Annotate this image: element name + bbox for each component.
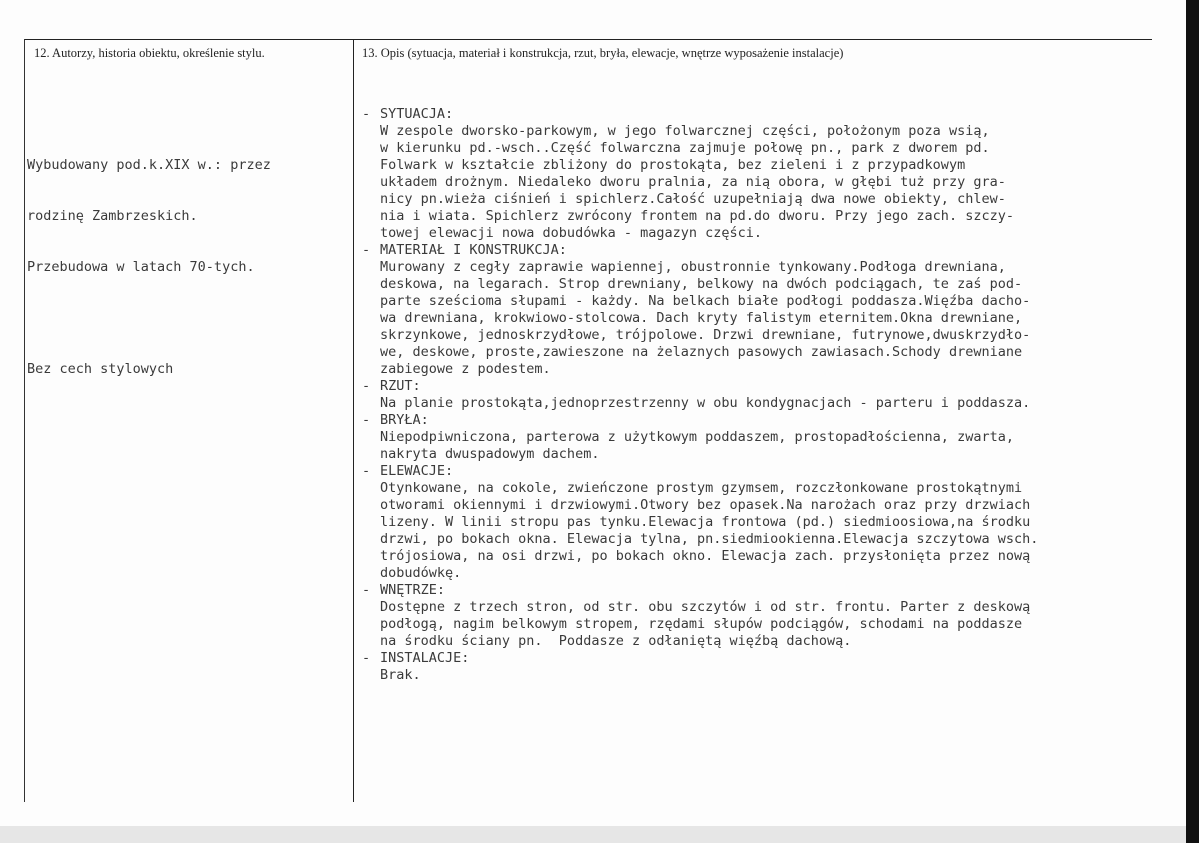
section-line: układem drożnym. Niedaleko dworu pralnia, za nią obora, w głębi tuż przy gra- xyxy=(380,174,1006,190)
section-line: trójosiowa, na osi drzwi, po bokach okno. Elewacja zach. przysłonięta przez nową xyxy=(380,548,1031,564)
section-line: dobudówkę. xyxy=(380,565,462,581)
section-line: lizeny. W linii stropu pas tynku.Elewacja frontowa (pd.) siedmioosiowa,na środku xyxy=(380,514,1031,530)
section-title-text: RZUT: xyxy=(380,378,421,394)
section-line: Folwark w kształcie zbliżony do prostokąta, bez zieleni i z przypadkowym xyxy=(380,157,966,173)
description-text xyxy=(362,106,1186,684)
section-dash: - xyxy=(362,650,371,666)
section-line: otworami okiennymi i drzwiowymi.Otwory bez opasek.Na narożach oraz przy drzwiach xyxy=(380,497,1031,513)
section-title-text: SYTUACJA: xyxy=(380,106,454,122)
column-divider xyxy=(353,39,354,802)
section-line: W zespole dworsko-parkowym, w jego folwarcznej części, położonym poza wsią, xyxy=(380,123,990,139)
section-title xyxy=(362,412,1186,429)
section-title xyxy=(362,378,1186,395)
section-line: parte sześcioma słupami - każdy. Na belkach białe podłogi poddasza.Więźba dacho- xyxy=(380,293,1031,309)
history-line: rodzinę Zambrzeskich. xyxy=(27,208,198,224)
section-line: towej elewacji nowa dobudówka - magazyn części. xyxy=(380,225,763,241)
scan-edge-bottom xyxy=(0,826,1186,843)
section-dash: - xyxy=(362,378,371,394)
section-line: nicy pn.wieża ciśnień i spichlerz.Całość uzupełniają dwa nowe obiekty, chlew- xyxy=(380,191,1006,207)
section-line: wa drewniana, krokwiowo-stolcowa. Dach kryty falistym eternitem.Okna drewniane, xyxy=(380,310,1023,326)
section-line: nakryta dwuspadowym dachem. xyxy=(380,446,600,462)
section-line: zabiegowe z podestem. xyxy=(380,361,551,377)
history-line: Wybudowany pod.k.XIX w.: przez xyxy=(27,157,271,173)
section-title xyxy=(362,106,1186,123)
section-line: deskowa, na legarach. Strop drewniany, belkowy na dwóch podciągach, te zaś pod- xyxy=(380,276,1023,292)
scan-edge-right xyxy=(1186,0,1199,843)
section-line: skrzynkowe, jednoskrzydłowe, trójpolowe. Drzwi drewniane, futrynowe,dwuskrzydło- xyxy=(380,327,1031,343)
section-title-text: BRYŁA: xyxy=(380,412,429,428)
history-header: 12. Autorzy, historia obiektu, określenie stylu. xyxy=(34,46,265,60)
section-title xyxy=(362,650,1186,667)
section-line: we, deskowe, proste,zawieszone na żelaznych pasowych zawiasach.Schody drewniane xyxy=(380,344,1023,360)
section-dash: - xyxy=(362,463,371,479)
section-line: podłogą, nagim belkowym stropem, rzędami słupów podciągów, schodami na poddasze xyxy=(380,616,1023,632)
section-line: Otynkowane, na cokole, zwieńczone prostym gzymsem, rozczłonkowane prostokątnymi xyxy=(380,480,1023,496)
section-line: Brak. xyxy=(380,667,421,683)
section-dash: - xyxy=(362,242,371,258)
history-line: Przebudowa w latach 70-tych. xyxy=(27,259,255,275)
section-title-text: MATERIAŁ I KONSTRUKCJA: xyxy=(380,242,567,258)
history-text xyxy=(27,123,271,412)
section-line: Niepodpiwniczona, parterowa z użytkowym poddaszem, prostopadłościenna, zwarta, xyxy=(380,429,1014,445)
section-dash: - xyxy=(362,582,371,598)
section-title xyxy=(362,242,1186,259)
section-title xyxy=(362,582,1186,599)
description-header: 13. Opis (sytuacja, materiał i konstrukcja, rzut, bryła, elewacje, wnętrze wyposażenie instalacje) xyxy=(362,46,844,60)
section-line: na środku ściany pn. Poddasze z odłaniętą więźbą dachową. xyxy=(380,633,852,649)
section-title xyxy=(362,463,1186,480)
left-border xyxy=(24,39,25,802)
style-note: Bez cech stylowych xyxy=(27,361,174,377)
section-line: drzwi, po bokach okna. Elewacja tylna, pn.siedmiookienna.Elewacja szczytowa wsch. xyxy=(380,531,1039,547)
section-line: Na planie prostokąta,jednoprzestrzenny w obu kondygnacjach - parteru i poddasza. xyxy=(380,395,1031,411)
section-line: Murowany z cegły zaprawie wapiennej, obustronnie tynkowany.Podłoga drewniana, xyxy=(380,259,1006,275)
top-rule xyxy=(24,39,1152,40)
section-dash: - xyxy=(362,106,371,122)
section-line: nia i wiata. Spichlerz zwrócony frontem na pd.do dworu. Przy jego zach. szczy- xyxy=(380,208,1014,224)
section-line: Dostępne z trzech stron, od str. obu szczytów i od str. frontu. Parter z deskową xyxy=(380,599,1031,615)
section-dash: - xyxy=(362,412,371,428)
section-title-text: ELEWACJE: xyxy=(380,463,454,479)
section-line: w kierunku pd.-wsch..Część folwarczna zajmuje połowę pn., park z dworem pd. xyxy=(380,140,990,156)
section-title-text: INSTALACJE: xyxy=(380,650,470,666)
section-title-text: WNĘTRZE: xyxy=(380,582,446,598)
